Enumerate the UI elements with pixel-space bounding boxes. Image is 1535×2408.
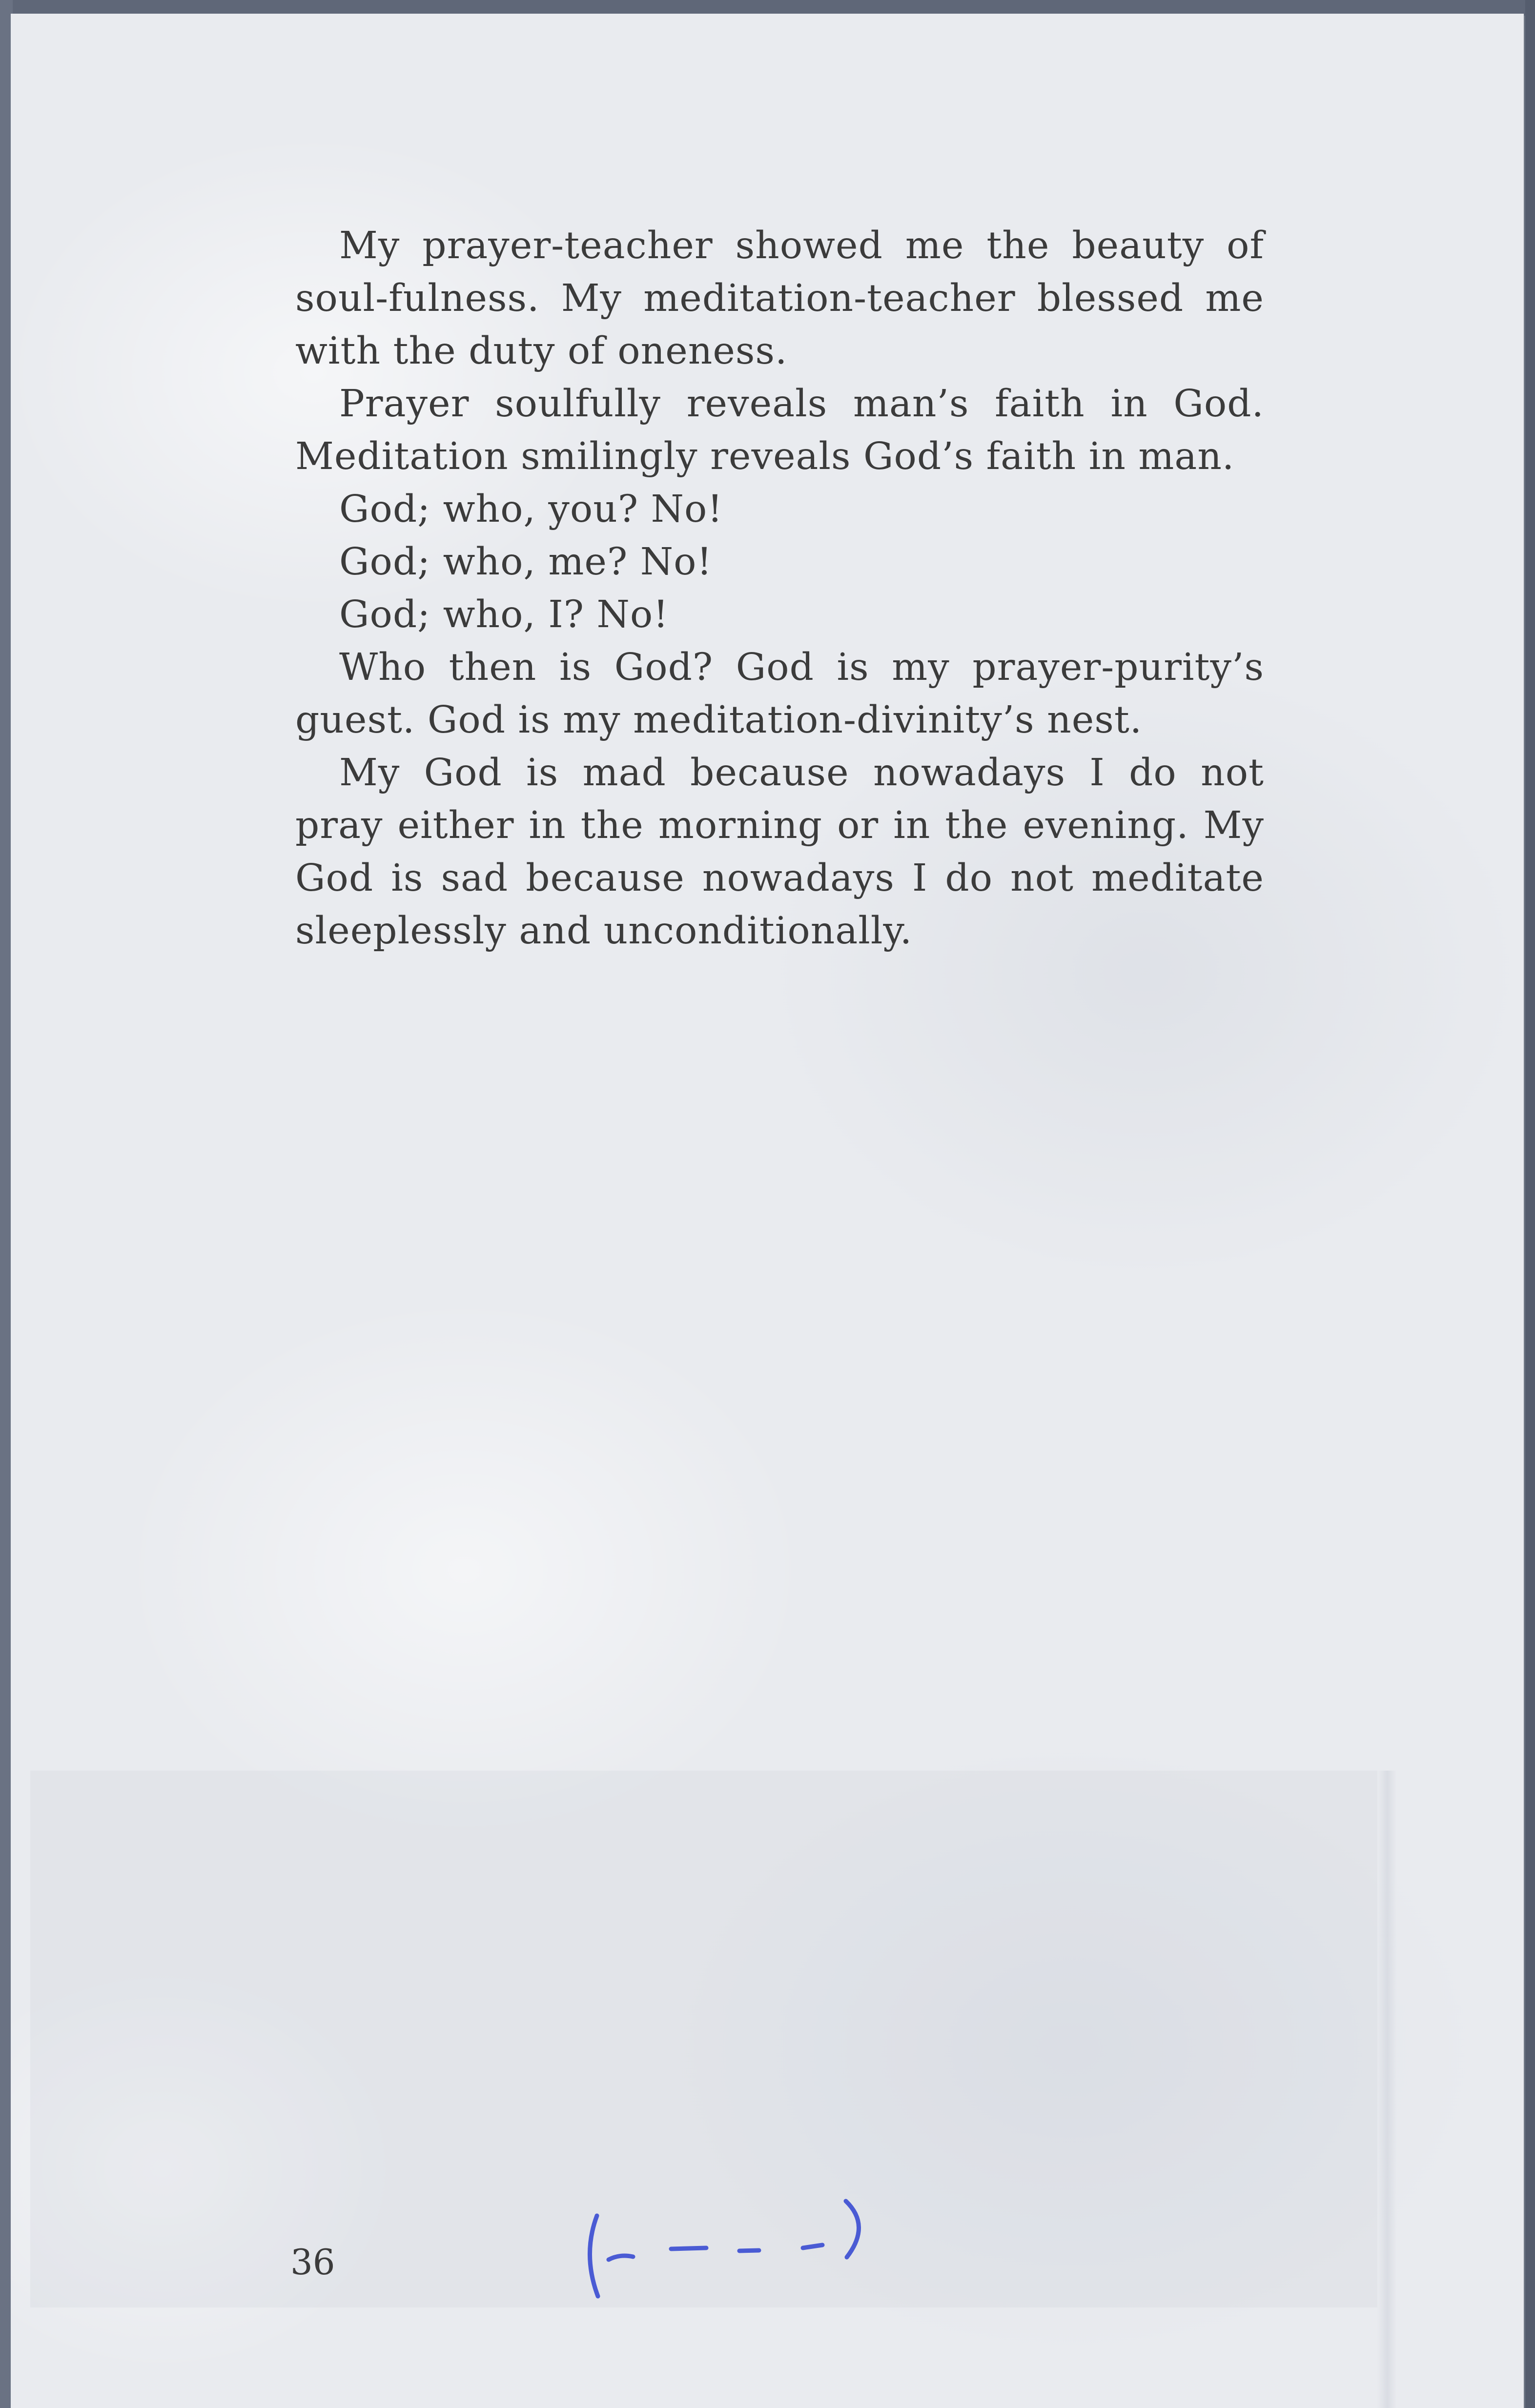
paragraph-5: God; who, I? No! <box>339 593 669 636</box>
page-fold <box>1377 1771 1397 2408</box>
handwritten-dash-1 <box>609 2256 633 2260</box>
paragraph-4: God; who, me? No! <box>339 540 713 584</box>
paragraph-2: Prayer soulfully reveals man’s faith in God. Meditation smilingly reveals God’s faith in man. <box>295 382 1264 478</box>
handwritten-dash-2 <box>671 2248 706 2249</box>
handwritten-close-paren <box>846 2201 859 2257</box>
paragraph-6: Who then is God? God is my prayer-purity’s guest. God is my meditation-divinity’s nest. <box>295 646 1264 742</box>
handwritten-open-paren <box>590 2216 598 2296</box>
paragraph-7: My God is mad because nowadays I do not pray either in the morning or in the evening. My God is sad because nowadays I do not meditate sleeplessly and unconditionally. <box>295 751 1264 953</box>
handwritten-ellipsis-mark <box>578 2191 949 2308</box>
paragraph-1: My prayer-teacher showed me the beauty of soul-fulness. My meditation-teacher blessed me with the duty of oneness. <box>295 224 1264 373</box>
body-text <box>295 220 1264 958</box>
handwritten-dash-4 <box>803 2245 822 2248</box>
page-number: 36 <box>290 2242 335 2283</box>
scan-right-edge <box>1525 0 1535 2408</box>
paragraph-3: God; who, you? No! <box>339 488 723 531</box>
handwritten-dash-3 <box>739 2250 759 2251</box>
